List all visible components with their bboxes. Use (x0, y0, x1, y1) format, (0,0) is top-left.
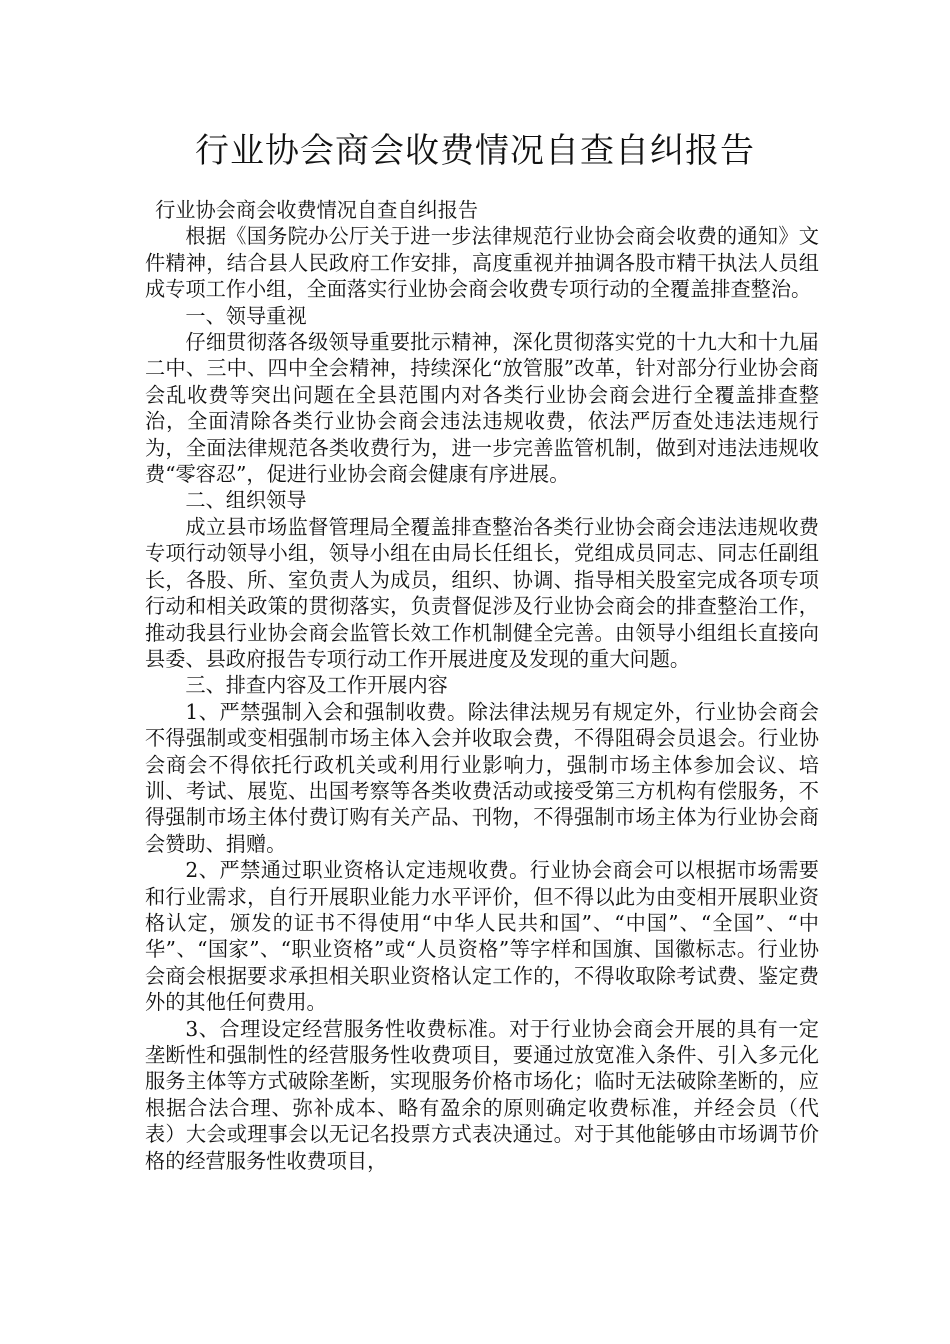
section-heading-1: 一、领导重视 (185, 303, 307, 328)
paragraph-item-3: 3、合理设定经营服务性收费标准。对于行业协会商会开展的具有一定垄断性和强制性的经营服务性收费项目，要通过放宽准入条件、引入多元化服务主体等方式破除垄断，实现服务价格市场化；临时无法破除垄断的，应根据合法合理、弥补成本、略有盈余的原则确定收费标准，并经会员（代表）大会或理事会以无记名投票方式表决通过。对于其他能够由市场调节价格的经营服务性收费项目， (145, 1016, 819, 1173)
paragraph-intro: 根据《国务院办公厅关于进一步法律规范行业协会商会收费的通知》文件精神，结合县人民政府工作安排，高度重视并抽调各股市精干执法人员组成专项工作小组，全面落实行业协会商会收费专项行动的全覆盖排查整治。 (145, 224, 819, 302)
document-title: 行业协会商会收费情况自查自纠报告 (195, 131, 755, 171)
document-body (145, 197, 819, 1174)
document-subtitle: 行业协会商会收费情况自查自纠报告 (155, 198, 479, 222)
section-heading-2: 二、组织领导 (185, 488, 307, 513)
paragraph-item-1: 1、严禁强制入会和强制收费。除法律法规另有规定外，行业协会商会不得强制或变相强制市场主体入会并收取会费，不得阻碍会员退会。行业协会商会不得依托行政机关或利用行业影响力，强制市场主体参加会议、培训、考试、展览、出国考察等各类收费活动或接受第三方机构有偿服务，不得强制市场主体付费订购有关产品、刊物，不得强制市场主体为行业协会商会赞助、捐赠。 (145, 699, 819, 856)
paragraph-section-2: 成立县市场监督管理局全覆盖排查整治各类行业协会商会违法违规收费专项行动领导小组，领导小组在由局长任组长，党组成员同志、同志任副组长，各股、所、室负责人为成员，组织、协调、指导相关股室完成各项专项行动和相关政策的贯彻落实，负责督促涉及行业协会商会的排查整治工作，推动我县行业协会商会监管长效工作机制健全完善。由领导小组组长直接向县委、县政府报告专项行动工作开展进度及发现的重大问题。 (145, 514, 819, 671)
paragraph-item-2: 2、严禁通过职业资格认定违规收费。行业协会商会可以根据市场需要和行业需求，自行开展职业能力水平评价，但不得以此为由变相开展职业资格认定，颁发的证书不得使用“中华人民共和国”、“中国”、“全国”、“中华”、“国家”、“职业资格”或“人员资格”等字样和国旗、国徽标志。行业协会商会根据要求承担相关职业资格认定工作的，不得收取除考试费、鉴定费外的其他任何费用。 (145, 858, 819, 1015)
paragraph-section-1: 仔细贯彻落各级领导重要批示精神，深化贯彻落实党的十九大和十九届二中、三中、四中全会精神，持续深化“放管服”改革，针对部分行业协会商会乱收费等突出问题在全县范围内对各类行业协会商会进行全覆盖排查整治，全面清除各类行业协会商会违法违规收费，依法严厉查处违法违规行为，全面法律规范各类收费行为，进一步完善监管机制，做到对违法违规收费“零容忍”，促进行业协会商会健康有序进展。 (145, 330, 819, 487)
section-heading-3: 三、排查内容及工作开展内容 (185, 673, 448, 698)
